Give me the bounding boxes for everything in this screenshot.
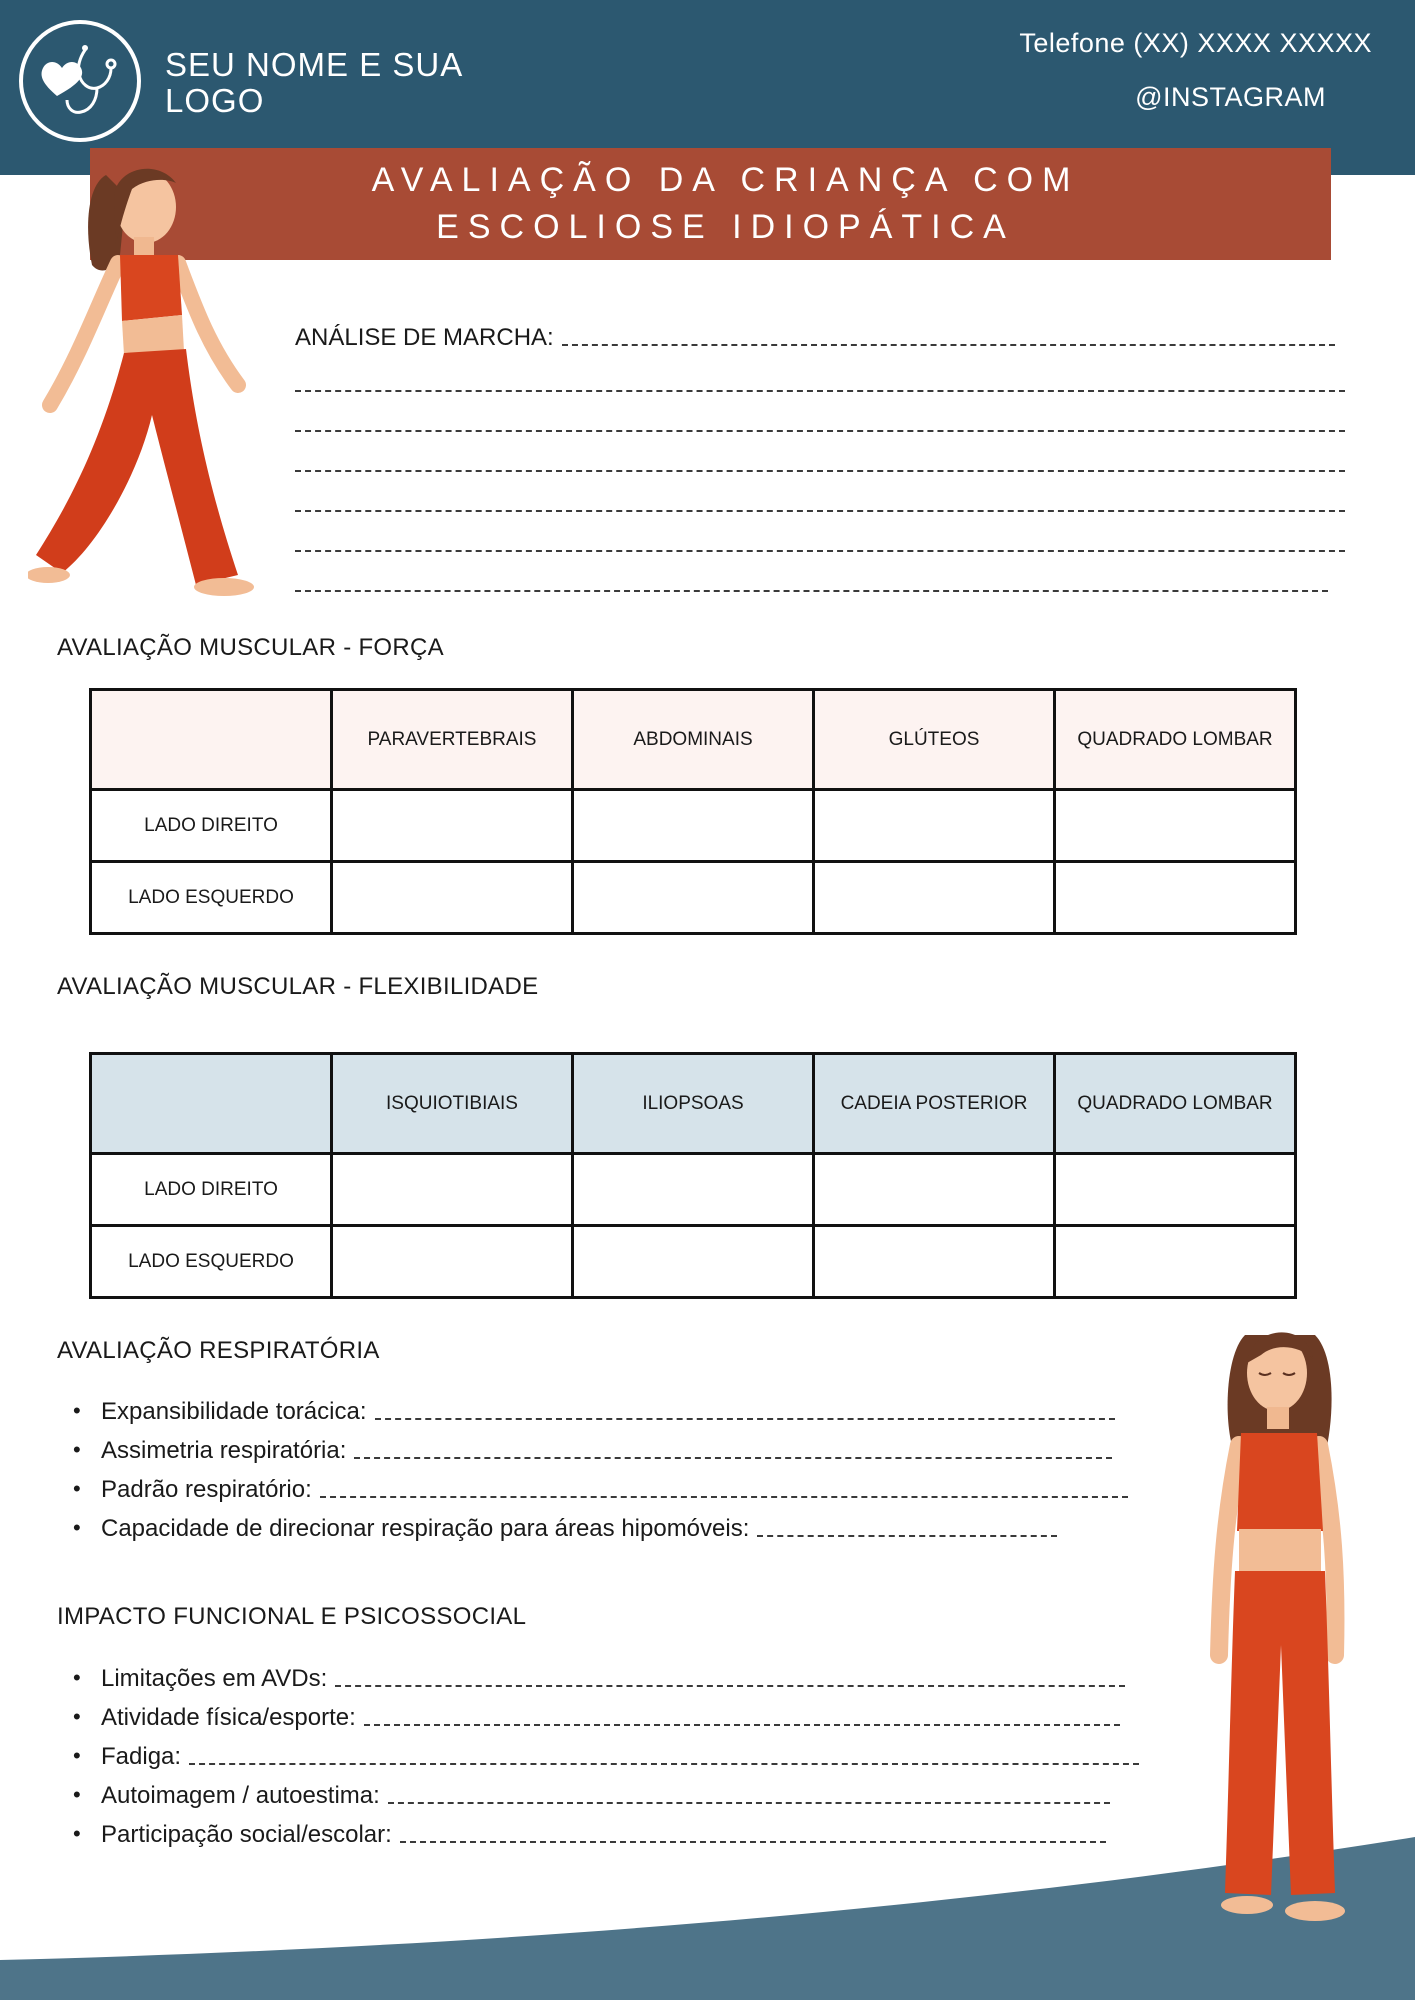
answer-line[interactable] <box>295 352 1345 392</box>
force-section-title: AVALIAÇÃO MUSCULAR - FORÇA <box>57 634 444 661</box>
answer-line <box>320 1496 1128 1498</box>
row-header: LADO DIREITO <box>91 790 332 862</box>
impact-field-list <box>73 1654 1173 1849</box>
flexibility-section-title: AVALIAÇÃO MUSCULAR - FLEXIBILIDADE <box>57 973 539 1000</box>
answer-line <box>375 1418 1115 1420</box>
logo-badge <box>19 20 141 142</box>
bullet-icon: • <box>73 1743 81 1768</box>
column-header: ILIOPSOAS <box>573 1054 814 1154</box>
bullet-icon: • <box>73 1704 81 1729</box>
field-label: Autoimagem / autoestima: <box>101 1782 380 1809</box>
column-header: ABDOMINAIS <box>573 690 814 790</box>
field-label: Limitações em AVDs: <box>101 1665 328 1692</box>
answer-line <box>364 1724 1120 1726</box>
table-cell[interactable] <box>1055 1154 1296 1226</box>
answer-line[interactable] <box>295 512 1345 552</box>
field-label: Capacidade de direcionar respiração para áreas hipomóveis: <box>101 1515 750 1542</box>
column-header: QUADRADO LOMBAR <box>1055 690 1296 790</box>
list-item[interactable] <box>73 1693 1173 1732</box>
table-corner-cell <box>91 690 332 790</box>
phone-number: Telefone (XX) XXXX XXXXX <box>1019 28 1372 58</box>
answer-line <box>400 1841 1106 1843</box>
table-cell[interactable] <box>814 790 1055 862</box>
table-cell[interactable] <box>1055 790 1296 862</box>
table-cell[interactable] <box>332 862 573 934</box>
bullet-icon: • <box>73 1398 81 1423</box>
table-cell[interactable] <box>573 1226 814 1298</box>
gait-analysis-label: ANÁLISE DE MARCHA: <box>295 324 554 351</box>
field-label: Participação social/escolar: <box>101 1821 392 1848</box>
list-item[interactable] <box>73 1771 1173 1810</box>
list-item[interactable] <box>73 1654 1173 1693</box>
answer-line <box>388 1802 1110 1804</box>
answer-line <box>335 1685 1125 1687</box>
table-cell[interactable] <box>573 1154 814 1226</box>
bullet-icon: • <box>73 1437 81 1462</box>
list-item[interactable] <box>73 1504 1173 1543</box>
answer-line[interactable] <box>295 432 1345 472</box>
field-label: Padrão respiratório: <box>101 1476 312 1503</box>
heart-stethoscope-icon <box>35 38 125 128</box>
column-header: GLÚTEOS <box>814 690 1055 790</box>
table-cell[interactable] <box>1055 862 1296 934</box>
column-header: ISQUIOTIBIAIS <box>332 1054 573 1154</box>
bullet-icon: • <box>73 1665 81 1690</box>
column-header: QUADRADO LOMBAR <box>1055 1054 1296 1154</box>
table-cell[interactable] <box>573 862 814 934</box>
field-label: Atividade física/esporte: <box>101 1704 356 1731</box>
answer-line <box>354 1457 1112 1459</box>
standing-girl-illustration <box>1195 1315 1365 1935</box>
column-header: PARAVERTEBRAIS <box>332 690 573 790</box>
gait-analysis-block <box>295 312 1345 592</box>
force-table <box>89 688 1297 935</box>
respiratory-field-list <box>73 1387 1173 1543</box>
gait-analysis-field[interactable] <box>295 312 1345 352</box>
list-item[interactable] <box>73 1732 1173 1771</box>
answer-line <box>562 344 1335 346</box>
column-header: CADEIA POSTERIOR <box>814 1054 1055 1154</box>
list-item[interactable] <box>73 1465 1173 1504</box>
bullet-icon: • <box>73 1476 81 1501</box>
flexibility-table <box>89 1052 1297 1299</box>
list-item[interactable] <box>73 1810 1173 1849</box>
table-cell[interactable] <box>573 790 814 862</box>
respiratory-section-title: AVALIAÇÃO RESPIRATÓRIA <box>57 1337 380 1364</box>
field-label: Fadiga: <box>101 1743 182 1770</box>
row-header: LADO ESQUERDO <box>91 862 332 934</box>
bullet-icon: • <box>73 1821 81 1846</box>
field-label: Assimetria respiratória: <box>101 1437 347 1464</box>
list-item[interactable] <box>73 1387 1173 1426</box>
answer-line <box>757 1535 1057 1537</box>
table-cell[interactable] <box>814 1154 1055 1226</box>
table-cell[interactable] <box>332 790 573 862</box>
table-cell[interactable] <box>332 1226 573 1298</box>
bullet-icon: • <box>73 1782 81 1807</box>
list-item[interactable] <box>73 1426 1173 1465</box>
page-title: AVALIAÇÃO DA CRIANÇA COM ESCOLIOSE IDIOPÁTICA <box>371 161 1080 246</box>
table-cell[interactable] <box>1055 1226 1296 1298</box>
answer-line[interactable] <box>295 472 1345 512</box>
field-label: Expansibilidade torácica: <box>101 1398 367 1425</box>
table-corner-cell <box>91 1054 332 1154</box>
answer-line[interactable] <box>295 392 1345 432</box>
bullet-icon: • <box>73 1515 81 1540</box>
impact-section-title: IMPACTO FUNCIONAL E PSICOSSOCIAL <box>57 1603 527 1630</box>
answer-line[interactable] <box>295 552 1328 592</box>
brand-name: SEU NOME E SUA LOGO <box>165 46 462 119</box>
table-cell[interactable] <box>814 1226 1055 1298</box>
answer-line <box>189 1763 1139 1765</box>
row-header: LADO ESQUERDO <box>91 1226 332 1298</box>
table-cell[interactable] <box>332 1154 573 1226</box>
walking-girl-illustration <box>28 155 288 605</box>
instagram-handle: @INSTAGRAM <box>1135 82 1326 112</box>
table-cell[interactable] <box>814 862 1055 934</box>
row-header: LADO DIREITO <box>91 1154 332 1226</box>
